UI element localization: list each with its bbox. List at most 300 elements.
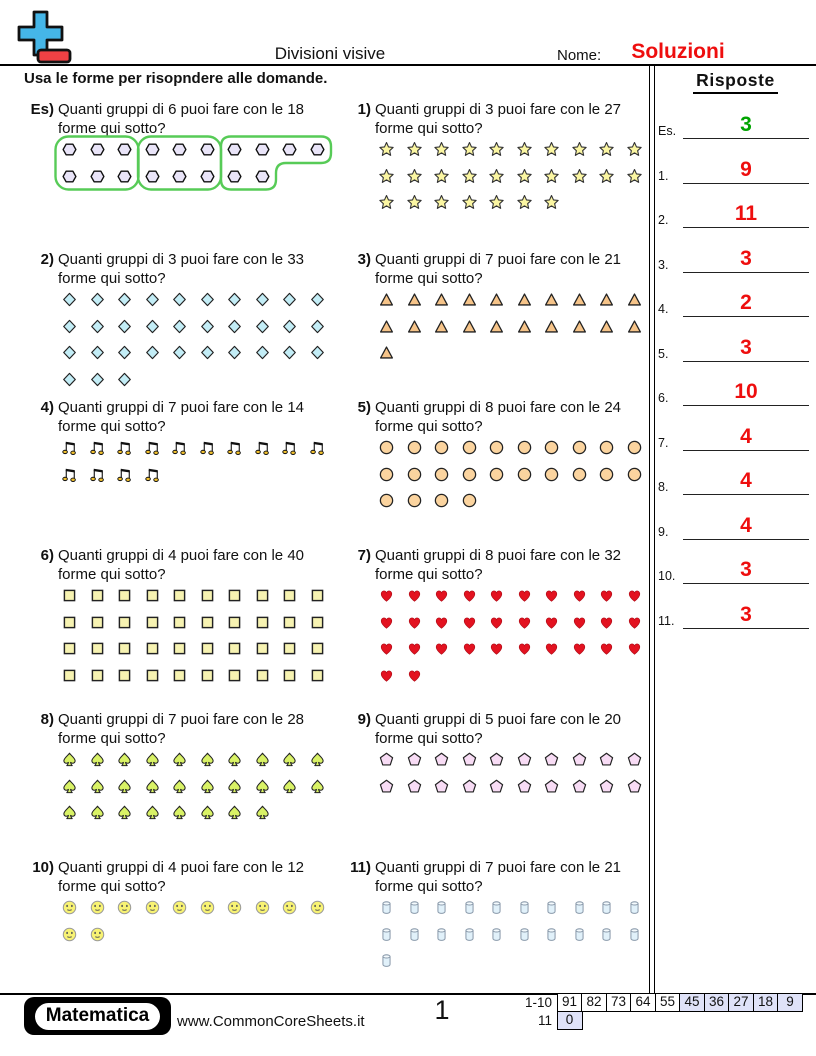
diamond-icon	[309, 344, 326, 361]
heart-icon	[433, 640, 450, 657]
square-icon	[309, 640, 326, 657]
minus-icon	[38, 50, 70, 62]
pentagon-icon	[406, 751, 423, 768]
smiley-icon	[281, 899, 298, 916]
diamond-icon	[226, 318, 243, 335]
cylinder-icon	[378, 926, 395, 943]
question-number: 5)	[357, 399, 371, 416]
plus-minus-logo-icon	[14, 10, 76, 66]
shapes-grid	[27, 587, 332, 684]
circle-icon	[406, 492, 423, 509]
diamond-icon	[281, 318, 298, 335]
shapes-grid	[344, 899, 649, 969]
triangle-icon	[378, 344, 395, 361]
problem-3	[344, 250, 649, 371]
circle-icon	[461, 439, 478, 456]
question-text: Quanti gruppi di 3 puoi fare con le 33 forme qui sotto?	[58, 251, 304, 287]
spade-icon	[89, 778, 106, 795]
question-line	[344, 250, 649, 288]
star-icon	[516, 194, 533, 211]
music-note-icon	[89, 466, 106, 483]
hexagon-icon	[116, 141, 133, 158]
score-cell: 0	[557, 1011, 583, 1030]
spade-icon	[254, 778, 271, 795]
answer-value: 10	[734, 380, 758, 403]
answer-row	[655, 290, 813, 317]
diamond-icon	[226, 291, 243, 308]
heart-icon	[433, 587, 450, 604]
diamond-icon	[61, 291, 78, 308]
heart-icon	[598, 640, 615, 657]
answer-number-label: 11.	[658, 613, 675, 628]
circle-icon	[378, 466, 395, 483]
answer-value: 3	[740, 602, 752, 626]
hexagon-icon	[309, 141, 326, 158]
problem-2	[27, 250, 332, 397]
shapes-row	[61, 168, 332, 185]
score-row	[512, 993, 803, 1012]
question-number: 1)	[357, 101, 371, 118]
answer-row	[655, 379, 813, 406]
shapes-row	[378, 291, 649, 308]
answer-value: 4	[740, 424, 752, 448]
square-icon	[309, 614, 326, 631]
square-icon	[254, 667, 271, 684]
shapes-row	[378, 952, 649, 969]
score-cell: 73	[606, 993, 632, 1012]
spade-icon	[116, 751, 133, 768]
square-icon	[89, 667, 106, 684]
question-text: Quanti gruppi di 6 puoi fare con le 18 forme qui sotto?	[58, 101, 304, 137]
heart-icon	[488, 640, 505, 657]
spade-icon	[89, 751, 106, 768]
diamond-icon	[116, 291, 133, 308]
spade-icon	[226, 751, 243, 768]
cylinder-icon	[598, 899, 615, 916]
heart-icon	[571, 587, 588, 604]
spade-icon	[309, 778, 326, 795]
cylinder-icon	[516, 899, 533, 916]
smiley-icon	[199, 899, 216, 916]
star-icon	[378, 194, 395, 211]
cylinder-icon	[378, 952, 395, 969]
square-icon	[61, 614, 78, 631]
question-line	[344, 546, 649, 584]
square-icon	[254, 640, 271, 657]
spade-icon	[144, 751, 161, 768]
square-icon	[116, 667, 133, 684]
diamond-icon	[281, 291, 298, 308]
heart-icon	[598, 587, 615, 604]
shapes-row	[61, 778, 332, 795]
cylinder-icon	[461, 926, 478, 943]
triangle-icon	[626, 318, 643, 335]
square-icon	[116, 640, 133, 657]
solutions-value: Soluzioni	[631, 40, 725, 63]
shapes-row	[61, 667, 332, 684]
heart-icon	[378, 640, 395, 657]
answer-blank-line	[683, 583, 809, 584]
pentagon-icon	[598, 751, 615, 768]
spade-icon	[199, 751, 216, 768]
score-cell: 36	[704, 993, 730, 1012]
spade-icon	[226, 778, 243, 795]
question-number: 4)	[40, 399, 54, 416]
star-icon	[406, 194, 423, 211]
heart-icon	[406, 614, 423, 631]
shapes-row	[61, 466, 332, 483]
score-cell: 18	[753, 993, 779, 1012]
music-note-icon	[89, 439, 106, 456]
question-text: Quanti gruppi di 7 puoi fare con le 14 forme qui sotto?	[58, 399, 304, 435]
circle-icon	[516, 466, 533, 483]
problem-4	[27, 398, 332, 492]
square-icon	[226, 640, 243, 657]
shapes-grid	[344, 587, 649, 684]
spade-icon	[254, 751, 271, 768]
music-note-icon	[144, 439, 161, 456]
heart-icon	[378, 587, 395, 604]
question-line	[344, 858, 649, 896]
circle-icon	[543, 439, 560, 456]
shapes-row	[61, 371, 332, 388]
heart-icon	[406, 587, 423, 604]
diamond-icon	[144, 291, 161, 308]
music-note-icon	[254, 439, 271, 456]
pentagon-icon	[626, 751, 643, 768]
shapes-row	[378, 926, 649, 943]
question-text: Quanti gruppi di 8 puoi fare con le 32 forme qui sotto?	[375, 547, 621, 583]
pentagon-icon	[516, 778, 533, 795]
square-icon	[281, 667, 298, 684]
answer-row	[655, 602, 813, 629]
score-row-label: 11	[537, 1012, 552, 1028]
square-icon	[199, 587, 216, 604]
spade-icon	[281, 778, 298, 795]
diamond-icon	[171, 318, 188, 335]
answer-blank-line	[683, 450, 809, 451]
answer-row	[655, 112, 813, 139]
pentagon-icon	[433, 751, 450, 768]
problem-Es	[27, 100, 332, 194]
smiley-icon	[171, 899, 188, 916]
shapes-row	[61, 344, 332, 361]
pentagon-icon	[488, 778, 505, 795]
heart-icon	[378, 667, 395, 684]
heart-icon	[543, 640, 560, 657]
shapes-row	[61, 439, 332, 456]
hexagon-icon	[171, 141, 188, 158]
answer-number-label: 9.	[658, 524, 669, 539]
square-icon	[254, 587, 271, 604]
star-icon	[406, 141, 423, 158]
star-icon	[626, 168, 643, 185]
heart-icon	[461, 587, 478, 604]
diamond-icon	[116, 371, 133, 388]
shapes-grid	[344, 291, 649, 361]
answer-value: 3	[740, 113, 752, 136]
shapes-grid	[344, 439, 649, 509]
score-cell: 9	[777, 993, 803, 1012]
answer-value: 3	[740, 246, 752, 270]
answer-row	[655, 468, 813, 495]
diamond-icon	[61, 318, 78, 335]
triangle-icon	[516, 318, 533, 335]
answer-blank-line	[683, 227, 809, 228]
hexagon-icon	[254, 141, 271, 158]
diamond-icon	[171, 291, 188, 308]
spade-icon	[171, 778, 188, 795]
circle-icon	[433, 466, 450, 483]
name-label: Nome:	[557, 47, 602, 64]
diamond-icon	[254, 344, 271, 361]
question-line	[27, 858, 332, 896]
star-icon	[543, 194, 560, 211]
star-icon	[461, 168, 478, 185]
answer-blank-line	[683, 494, 809, 495]
cylinder-icon	[461, 899, 478, 916]
square-icon	[281, 640, 298, 657]
heart-icon	[571, 640, 588, 657]
heart-icon	[516, 614, 533, 631]
problem-5	[344, 398, 649, 519]
square-icon	[144, 640, 161, 657]
square-icon	[226, 587, 243, 604]
square-icon	[89, 640, 106, 657]
triangle-icon	[543, 291, 560, 308]
pentagon-icon	[543, 751, 560, 768]
star-icon	[598, 141, 615, 158]
answer-blank-line	[683, 272, 809, 273]
answer-row	[655, 335, 813, 362]
music-note-icon	[61, 439, 78, 456]
star-icon	[433, 141, 450, 158]
answer-value: 3	[740, 335, 752, 359]
smiley-icon	[89, 926, 106, 943]
heart-icon	[406, 667, 423, 684]
circle-icon	[543, 466, 560, 483]
cylinder-icon	[571, 926, 588, 943]
shapes-grid	[344, 141, 649, 211]
diamond-icon	[199, 318, 216, 335]
circle-icon	[626, 439, 643, 456]
triangle-icon	[516, 291, 533, 308]
answer-value: 3	[740, 558, 752, 581]
diamond-icon	[281, 344, 298, 361]
music-note-icon	[171, 439, 188, 456]
spade-icon	[171, 751, 188, 768]
cylinder-icon	[626, 926, 643, 943]
answer-blank-line	[683, 405, 809, 406]
square-icon	[89, 614, 106, 631]
question-number: 2)	[40, 251, 54, 268]
score-cell: 55	[655, 993, 681, 1012]
square-icon	[116, 614, 133, 631]
spade-icon	[199, 804, 216, 821]
diamond-icon	[309, 291, 326, 308]
score-cell: 45	[679, 993, 705, 1012]
score-table	[512, 993, 803, 1030]
circle-icon	[406, 466, 423, 483]
triangle-icon	[406, 318, 423, 335]
smiley-icon	[144, 899, 161, 916]
square-icon	[254, 614, 271, 631]
star-icon	[598, 168, 615, 185]
shapes-row	[378, 344, 649, 361]
answer-row	[655, 201, 813, 228]
diamond-icon	[89, 371, 106, 388]
square-icon	[199, 614, 216, 631]
star-icon	[406, 168, 423, 185]
hexagon-icon	[171, 168, 188, 185]
spade-icon	[116, 804, 133, 821]
triangle-icon	[488, 291, 505, 308]
shapes-row	[61, 318, 332, 335]
diamond-icon	[199, 344, 216, 361]
answer-row	[655, 157, 813, 184]
hexagon-icon	[226, 141, 243, 158]
question-number: 7)	[357, 547, 371, 564]
question-text: Quanti gruppi di 7 puoi fare con le 28 forme qui sotto?	[58, 711, 304, 747]
cylinder-icon	[433, 899, 450, 916]
spade-icon	[309, 751, 326, 768]
square-icon	[144, 667, 161, 684]
shapes-row	[378, 751, 649, 768]
triangle-icon	[626, 291, 643, 308]
answer-value: 11	[734, 202, 758, 225]
smiley-icon	[254, 899, 271, 916]
question-text: Quanti gruppi di 5 puoi fare con le 20 forme qui sotto?	[375, 711, 621, 747]
header-divider	[0, 64, 816, 66]
square-icon	[144, 587, 161, 604]
square-icon	[281, 614, 298, 631]
question-text: Quanti gruppi di 7 puoi fare con le 21 forme qui sotto?	[375, 859, 621, 895]
pentagon-icon	[433, 778, 450, 795]
answer-value: 4	[740, 513, 752, 537]
star-icon	[488, 168, 505, 185]
diamond-icon	[171, 344, 188, 361]
shapes-grid	[27, 291, 332, 388]
spade-icon	[61, 804, 78, 821]
hexagon-icon	[254, 168, 271, 185]
shapes-row	[61, 926, 332, 943]
answer-row	[655, 246, 813, 273]
square-icon	[309, 667, 326, 684]
cylinder-icon	[433, 926, 450, 943]
circle-icon	[571, 466, 588, 483]
circle-icon	[378, 492, 395, 509]
question-line	[27, 250, 332, 288]
square-icon	[281, 587, 298, 604]
music-note-icon	[116, 466, 133, 483]
circle-icon	[598, 439, 615, 456]
hexagon-icon	[61, 168, 78, 185]
square-icon	[226, 667, 243, 684]
heart-icon	[406, 640, 423, 657]
answer-number-label: Es.	[658, 124, 677, 138]
problem-11	[344, 858, 649, 979]
cylinder-icon	[488, 899, 505, 916]
spade-icon	[144, 778, 161, 795]
question-line	[27, 546, 332, 584]
shapes-row	[378, 899, 649, 916]
music-note-icon	[61, 466, 78, 483]
shapes-row	[378, 640, 649, 657]
answers-heading-label: Risposte	[693, 70, 778, 94]
triangle-icon	[378, 318, 395, 335]
question-line	[27, 710, 332, 748]
question-number: 3)	[357, 251, 371, 268]
smiley-icon	[226, 899, 243, 916]
pentagon-icon	[461, 751, 478, 768]
heart-icon	[626, 640, 643, 657]
shapes-grid	[27, 899, 332, 943]
answer-blank-line	[683, 138, 809, 139]
hexagon-icon	[281, 141, 298, 158]
shapes-grid	[27, 439, 332, 483]
hexagon-icon	[199, 168, 216, 185]
smiley-icon	[89, 899, 106, 916]
spade-icon	[254, 804, 271, 821]
answer-value: 9	[740, 157, 752, 181]
cylinder-icon	[488, 926, 505, 943]
square-icon	[199, 640, 216, 657]
circle-icon	[406, 439, 423, 456]
heart-icon	[516, 640, 533, 657]
diamond-icon	[116, 318, 133, 335]
shapes-row	[61, 587, 332, 604]
triangle-icon	[488, 318, 505, 335]
answer-number-label: 4.	[658, 302, 669, 316]
hexagon-icon	[89, 168, 106, 185]
answer-blank-line	[683, 316, 809, 317]
circle-icon	[571, 439, 588, 456]
pentagon-icon	[571, 751, 588, 768]
star-icon	[488, 141, 505, 158]
smiley-icon	[309, 899, 326, 916]
score-cell: 64	[630, 993, 656, 1012]
question-number: 10)	[32, 859, 54, 876]
diamond-icon	[61, 344, 78, 361]
heart-icon	[516, 587, 533, 604]
shapes-row	[61, 141, 332, 158]
star-icon	[516, 168, 533, 185]
triangle-icon	[543, 318, 560, 335]
spade-icon	[89, 804, 106, 821]
page-title: Divisioni visive	[274, 44, 386, 63]
square-icon	[171, 587, 188, 604]
diamond-icon	[144, 318, 161, 335]
heart-icon	[488, 587, 505, 604]
pentagon-icon	[626, 778, 643, 795]
hexagon-icon	[226, 168, 243, 185]
heart-icon	[626, 614, 643, 631]
question-text: Quanti gruppi di 3 puoi fare con le 27 forme qui sotto?	[375, 101, 621, 137]
circle-icon	[378, 439, 395, 456]
shapes-row	[378, 439, 649, 456]
triangle-icon	[571, 291, 588, 308]
answer-number-label: 1.	[658, 168, 669, 183]
triangle-icon	[378, 291, 395, 308]
smiley-icon	[61, 926, 78, 943]
shapes-row	[61, 804, 332, 821]
shapes-grid	[27, 751, 332, 821]
shapes-row	[378, 168, 649, 185]
circle-icon	[626, 466, 643, 483]
star-icon	[571, 141, 588, 158]
diamond-icon	[89, 318, 106, 335]
square-icon	[116, 587, 133, 604]
